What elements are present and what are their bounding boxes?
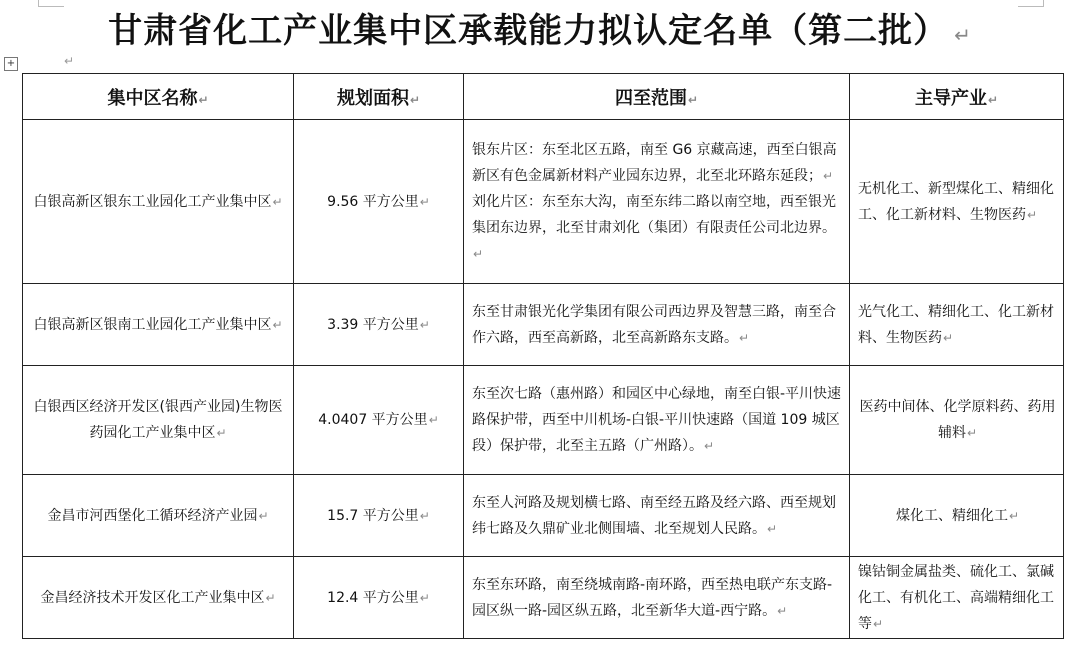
cell-industry: 医药中间体、化学原料药、药用辅料↵ — [850, 366, 1064, 475]
paragraph-mark: ↵ — [64, 54, 75, 68]
table-row — [23, 475, 1064, 557]
header-name: 集中区名称↵ — [23, 74, 294, 120]
document-title-text: 甘肃省化工产业集中区承载能力拟认定名单（第二批） — [108, 11, 949, 51]
cell-name: 白银高新区银南工业园化工产业集中区↵ — [23, 284, 294, 366]
cell-name: 金昌经济技术开发区化工产业集中区↵ — [23, 557, 294, 639]
table-row — [23, 366, 1064, 475]
candidate-list-table — [22, 73, 1064, 639]
cell-area: 15.7 平方公里↵ — [294, 475, 464, 557]
cell-range: 东至人河路及规划横七路、南至经五路及经六路、西至规划纬七路及久鼎矿业北侧围墙、北至规划人民路。↵ — [464, 475, 850, 557]
cell-name: 白银高新区银东工业园化工产业集中区↵ — [23, 120, 294, 284]
header-range: 四至范围↵ — [464, 74, 850, 120]
cell-industry: 无机化工、新型煤化工、精细化工、化工新材料、生物医药↵ — [850, 120, 1064, 284]
table-row — [23, 284, 1064, 366]
cell-area: 9.56 平方公里↵ — [294, 120, 464, 284]
table-move-handle-icon[interactable]: + — [4, 57, 18, 71]
table-row — [23, 557, 1064, 639]
cell-industry: 煤化工、精细化工↵ — [850, 475, 1064, 557]
cell-area: 3.39 平方公里↵ — [294, 284, 464, 366]
range-part-1: 银东片区：东至北区五路，南至 G6 京藏高速，西至白银高新区有色金属新材料产业园东边界，北至北环路东延段；↵ — [472, 141, 837, 184]
cell-range: 东至东环路，南至绕城南路-南环路，西至热电联产东支路-园区纵一路-园区纵五路，北至新华大道-西宁路。↵ — [464, 557, 850, 639]
header-area: 规划面积↵ — [294, 74, 464, 120]
cell-area: 4.0407 平方公里↵ — [294, 366, 464, 475]
cell-industry: 光气化工、精细化工、化工新材料、生物医药↵ — [850, 284, 1064, 366]
cell-range — [464, 120, 850, 284]
table-row — [23, 120, 1064, 284]
table-header-row — [23, 74, 1064, 120]
document-title — [0, 6, 1080, 60]
cell-name: 金昌市河西堡化工循环经济产业园↵ — [23, 475, 294, 557]
range-part-2: 刘化片区：东至东大沟，南至东纬二路以南空地，西至银光集团东边界，北至甘肃刘化（集团）有限责任公司北边界。↵ — [472, 193, 836, 261]
cell-range: 东至次七路（惠州路）和园区中心绿地，南至白银-平川快速路保护带，西至中川机场-白银-平川快速路（国道 109 城区段）保护带，北至主五路（广州路）。↵ — [464, 366, 850, 475]
cell-industry: 镍钴铜金属盐类、硫化工、氯碱化工、有机化工、高端精细化工等↵ — [850, 557, 1064, 639]
header-industry: 主导产业↵ — [850, 74, 1064, 120]
paragraph-mark: ↵ — [954, 23, 972, 47]
cell-area: 12.4 平方公里↵ — [294, 557, 464, 639]
cell-name: 白银西区经济开发区(银西产业园)生物医药园化工产业集中区↵ — [23, 366, 294, 475]
cell-range: 东至甘肃银光化学集团有限公司西边界及智慧三路，南至合作六路，西至高新路，北至高新路东支路。↵ — [464, 284, 850, 366]
